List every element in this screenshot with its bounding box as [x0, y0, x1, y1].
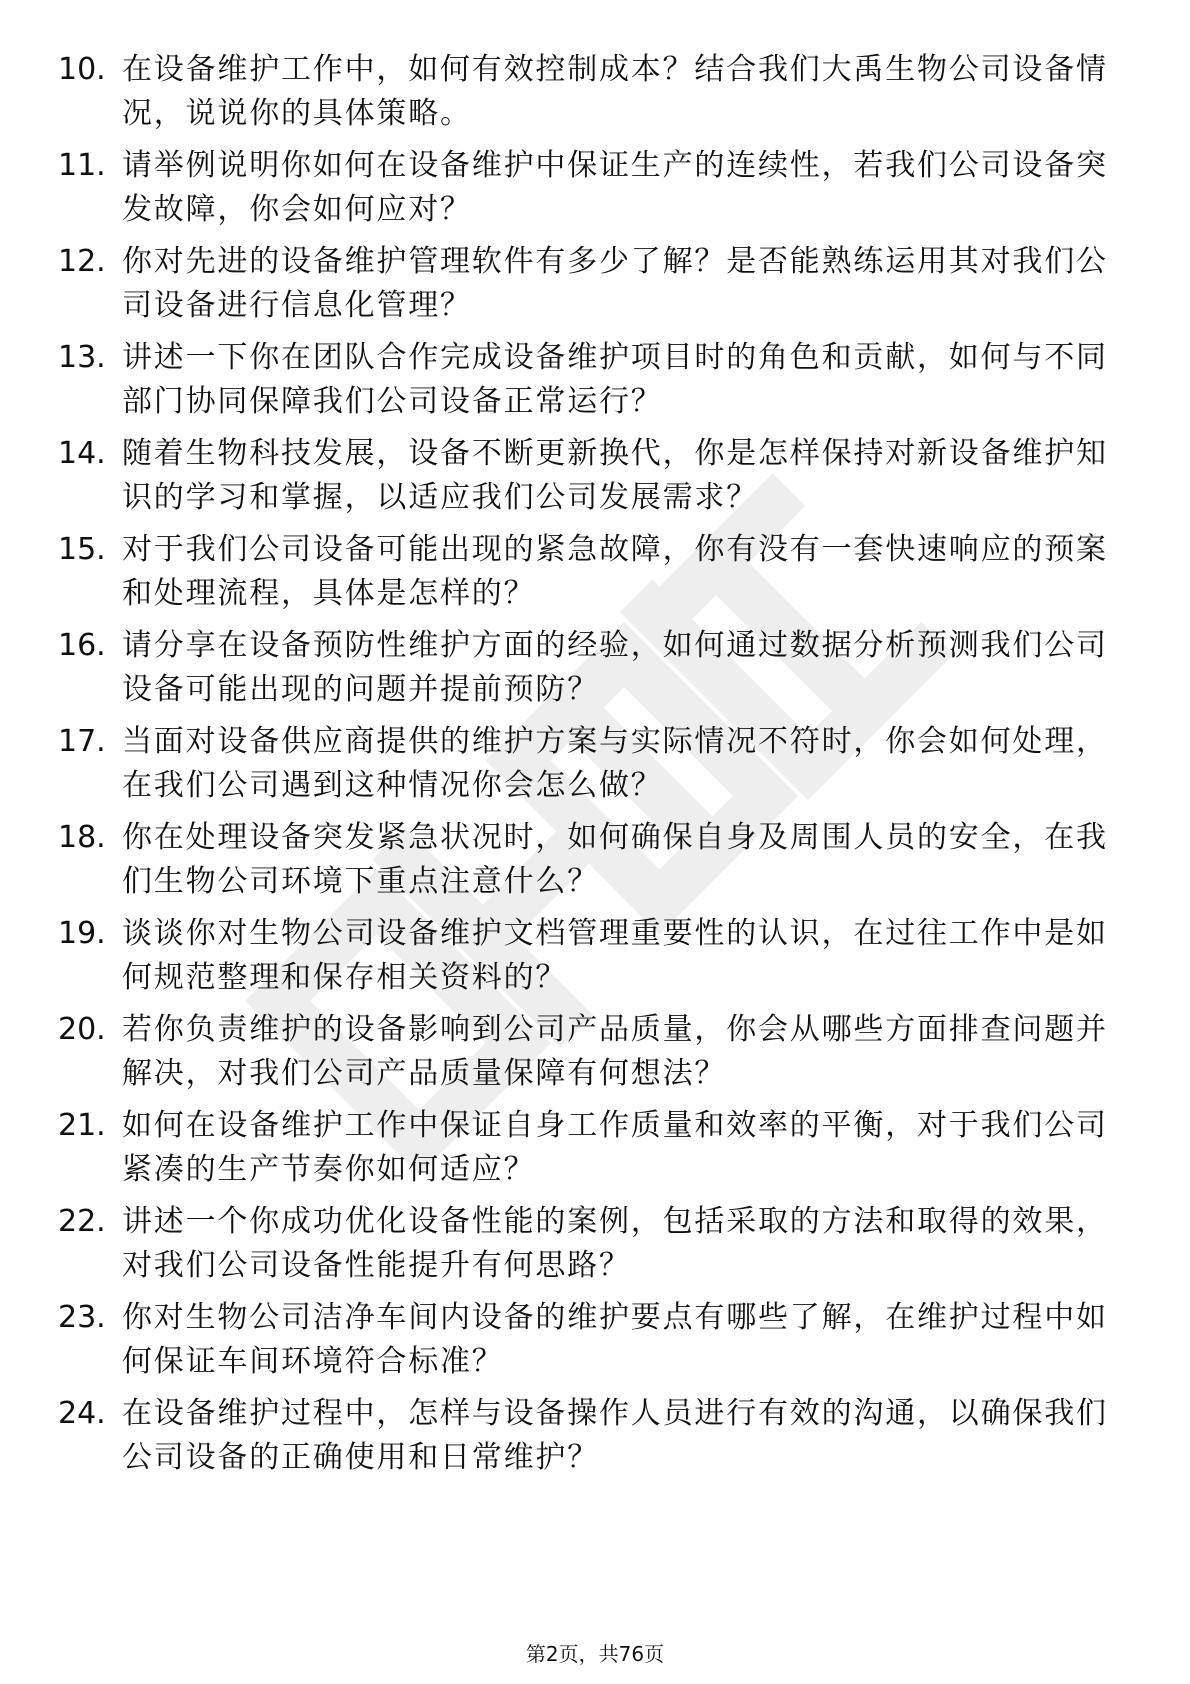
- question-number: 24.: [58, 1396, 106, 1431]
- question-text: 若你负责维护的设备影响到公司产品质量，你会从哪些方面排查问题并解决，对我们公司产品质量保障有何想法？: [122, 1012, 1108, 1091]
- question-text: 在设备维护过程中，怎样与设备操作人员进行有效的沟通，以确保我们公司设备的正确使用和日常维护？: [122, 1396, 1108, 1475]
- question-item: [58, 1296, 1118, 1392]
- question-number: 21.: [58, 1108, 106, 1143]
- question-item: [58, 912, 1118, 1008]
- page-footer: 第2页，共76页: [525, 1642, 665, 1666]
- question-number: 10.: [58, 52, 106, 87]
- question-number: 19.: [58, 916, 106, 951]
- question-number: 17.: [58, 724, 106, 759]
- question-item: [58, 528, 1118, 624]
- question-text: 对于我们公司设备可能出现的紧急故障，你有没有一套快速响应的预案和处理流程，具体是怎样的？: [122, 532, 1108, 611]
- question-text: 讲述一下你在团队合作完成设备维护项目时的角色和贡献，如何与不同部门协同保障我们公司设备正常运行？: [122, 340, 1108, 419]
- question-number: 20.: [58, 1012, 106, 1047]
- question-list: [58, 48, 1118, 1488]
- question-number: 22.: [58, 1204, 106, 1239]
- question-text: 随着生物科技发展，设备不断更新换代，你是怎样保持对新设备维护知识的学习和掌握，以适应我们公司发展需求？: [122, 436, 1108, 515]
- question-text: 在设备维护工作中，如何有效控制成本？结合我们大禹生物公司设备情况，说说你的具体策略。: [122, 52, 1108, 131]
- question-item: [58, 336, 1118, 432]
- question-item: [58, 720, 1118, 816]
- question-number: 15.: [58, 532, 106, 567]
- question-number: 18.: [58, 820, 106, 855]
- question-text: 谈谈你对生物公司设备维护文档管理重要性的认识，在过往工作中是如何规范整理和保存相关资料的？: [122, 916, 1108, 995]
- question-text: 如何在设备维护工作中保证自身工作质量和效率的平衡，对于我们公司紧凑的生产节奏你如何适应？: [122, 1108, 1108, 1187]
- question-text: 请分享在设备预防性维护方面的经验，如何通过数据分析预测我们公司设备可能出现的问题并提前预防？: [122, 628, 1108, 707]
- question-text: 你在处理设备突发紧急状况时，如何确保自身及周围人员的安全，在我们生物公司环境下重点注意什么？: [122, 820, 1108, 899]
- question-number: 12.: [58, 244, 106, 279]
- question-text: 你对生物公司洁净车间内设备的维护要点有哪些了解，在维护过程中如何保证车间环境符合标准？: [122, 1300, 1108, 1379]
- question-number: 14.: [58, 436, 106, 471]
- question-text: 当面对设备供应商提供的维护方案与实际情况不符时，你会如何处理，在我们公司遇到这种情况你会怎么做？: [122, 724, 1108, 803]
- question-number: 16.: [58, 628, 106, 663]
- question-text: 你对先进的设备维护管理软件有多少了解？是否能熟练运用其对我们公司设备进行信息化管理？: [122, 244, 1108, 323]
- question-text: 讲述一个你成功优化设备性能的案例，包括采取的方法和取得的效果，对我们公司设备性能提升有何思路？: [122, 1204, 1108, 1283]
- question-item: [58, 624, 1118, 720]
- question-number: 11.: [58, 148, 106, 183]
- question-item: [58, 48, 1118, 144]
- question-item: [58, 432, 1118, 528]
- question-number: 13.: [58, 340, 106, 375]
- question-item: [58, 240, 1118, 336]
- question-item: [58, 1008, 1118, 1104]
- question-item: [58, 1200, 1118, 1296]
- question-number: 23.: [58, 1300, 106, 1335]
- question-item: [58, 144, 1118, 240]
- question-item: [58, 1104, 1118, 1200]
- question-item: [58, 816, 1118, 912]
- question-text: 请举例说明你如何在设备维护中保证生产的连续性，若我们公司设备突发故障，你会如何应对？: [122, 148, 1108, 227]
- question-item: [58, 1392, 1118, 1488]
